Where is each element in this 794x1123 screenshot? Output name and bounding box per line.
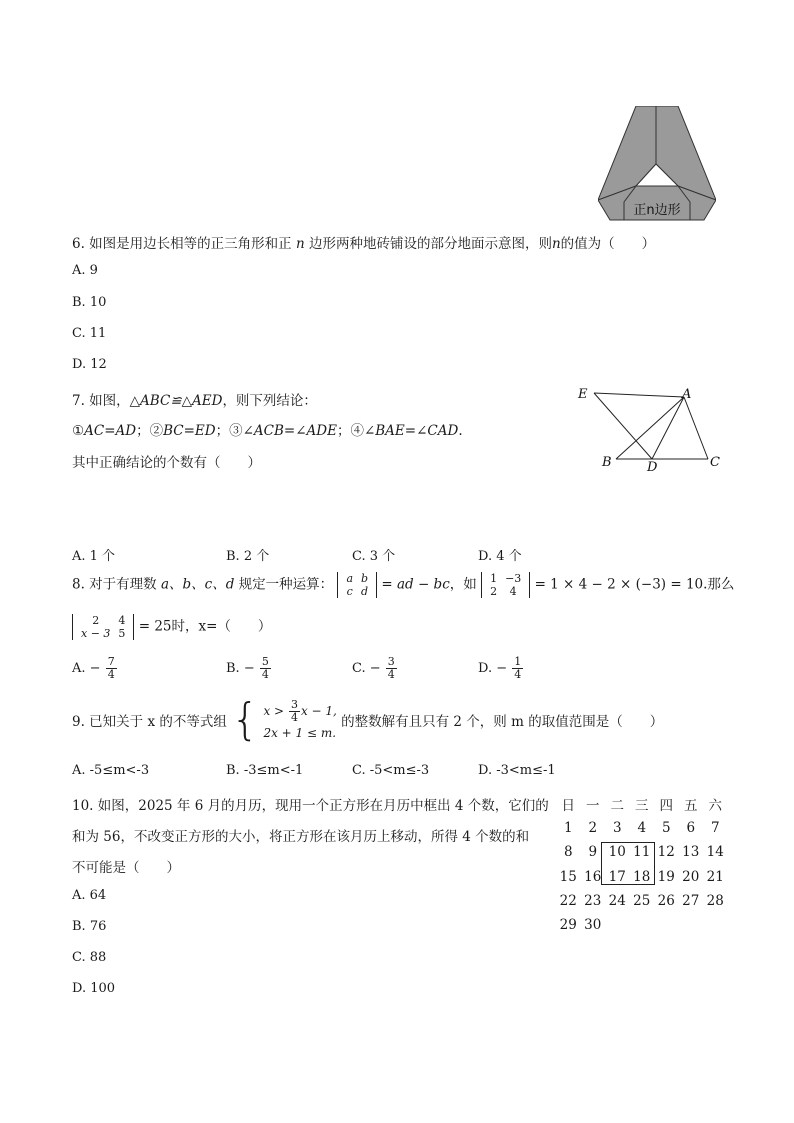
- q6-option-a[interactable]: A. 9: [72, 263, 98, 278]
- q9-option-a[interactable]: A. -5≤m<-3: [72, 763, 150, 778]
- calendar-day: 27: [682, 892, 700, 909]
- calendar-header: 五: [684, 798, 698, 815]
- calendar-header: 三: [635, 798, 649, 815]
- calendar-day: [679, 913, 704, 937]
- q6-option-d[interactable]: D. 12: [72, 357, 107, 372]
- calendar-header: 四: [659, 798, 673, 815]
- calendar-day: [703, 913, 728, 937]
- calendar-day: 22: [559, 892, 577, 909]
- calendar-header: 二: [610, 798, 624, 815]
- calendar-day: 8: [563, 844, 573, 861]
- q8-definition-determinant: a b c d: [337, 572, 377, 598]
- q8-option-b[interactable]: B. − $\frac{5}{4}$: [226, 655, 269, 681]
- q9-option-d[interactable]: D. -3<m≤-1: [478, 763, 556, 778]
- q7-option-d[interactable]: D. 4 个: [478, 549, 522, 564]
- q10-line3: 不可能是（ ）: [72, 860, 180, 876]
- calendar-day: 18: [633, 868, 651, 885]
- calendar-day: [654, 913, 679, 937]
- calendar-header: 六: [708, 798, 722, 815]
- calendar-day: 20: [682, 868, 700, 885]
- calendar-day: 3: [612, 820, 622, 837]
- q10-line1: 10. 如图，2025 年 6 月的月历，现用一个正方形在月历中框出 4 个数，它们的: [72, 798, 549, 814]
- q8-line2: 2 4 x − 3 5 = 25时，x=（ ）: [72, 614, 271, 640]
- q8-line1: 8. 对于有理数 a、b、c、d 规定一种运算： a b c d = ad − bc，如 1 −3 2 4 = 1 × 4 − 2 × (−3) = 10.那么: [72, 572, 735, 598]
- q9-inequality-system: x > $\frac{3}{4}$ x − 1, 2x + 1 ≤ m.: [263, 697, 337, 740]
- q8-option-d[interactable]: D. − $\frac{1}{4}$: [478, 655, 522, 681]
- calendar-day: 1: [563, 820, 573, 837]
- calendar-week-row: [556, 913, 728, 937]
- q6-figure-tiling: [598, 106, 716, 222]
- calendar-day: 21: [706, 868, 724, 885]
- calendar-day: 9: [588, 844, 598, 861]
- calendar-day: [630, 913, 655, 937]
- q9-option-c[interactable]: C. -5<m≤-3: [352, 763, 430, 778]
- q7-point-c: C: [710, 455, 720, 470]
- calendar-header: 日: [561, 798, 575, 815]
- q7-point-b: B: [602, 455, 612, 470]
- calendar-day: [605, 913, 630, 937]
- q6-stem: 6. 如图是用边长相等的正三角形和正 n 边形两种地砖铺设的部分地面示意图，则n的值为（ ）: [72, 236, 656, 252]
- q9-option-b[interactable]: B. -3≤m<-1: [226, 763, 304, 778]
- calendar-day: 30: [584, 917, 602, 934]
- calendar-day: 15: [559, 868, 577, 885]
- calendar-day: 16: [584, 868, 602, 885]
- q8-example-determinant: 1 −3 2 4: [481, 572, 530, 598]
- calendar-day: 7: [710, 820, 720, 837]
- calendar-day: 4: [637, 820, 647, 837]
- q7-line3: 其中正确结论的个数有（ ）: [72, 455, 261, 471]
- q6-option-c[interactable]: C. 11: [72, 326, 107, 341]
- q8-option-a[interactable]: A. − $\frac{7}{4}$: [72, 655, 115, 681]
- q10-line2: 和为 56，不改变正方形的大小，将正方形在该月历上移动，所得 4 个数的和: [72, 829, 530, 845]
- calendar-day: 23: [584, 892, 602, 909]
- q6-figure-label: 正n边形: [633, 203, 681, 218]
- calendar-day: 2: [588, 820, 598, 837]
- q7-point-a: A: [682, 387, 692, 402]
- calendar-day: 17: [608, 868, 626, 885]
- calendar-header-row: [556, 792, 728, 816]
- calendar-day: 29: [559, 917, 577, 934]
- q10-option-a[interactable]: A. 64: [72, 888, 107, 903]
- calendar-day: 5: [661, 820, 671, 837]
- calendar-selection-square: [601, 842, 655, 885]
- calendar-day: 12: [657, 844, 675, 861]
- calendar-day: 19: [657, 868, 675, 885]
- calendar-day: 25: [633, 892, 651, 909]
- q10-option-d[interactable]: D. 100: [72, 981, 116, 996]
- q6-option-b[interactable]: B. 10: [72, 295, 107, 310]
- calendar-day: 6: [686, 820, 696, 837]
- q7-line2: ①AC=AD；②BC=ED；③∠ACB=∠ADE；④∠BAE=∠CAD.: [72, 423, 463, 439]
- q7-option-b[interactable]: B. 2 个: [226, 549, 270, 564]
- q7-point-d: D: [647, 460, 658, 475]
- calendar-day: 10: [608, 844, 626, 861]
- q7-option-a[interactable]: A. 1 个: [72, 549, 116, 564]
- calendar-day: 24: [608, 892, 626, 909]
- q10-option-c[interactable]: C. 88: [72, 950, 107, 965]
- q7-option-c[interactable]: C. 3 个: [352, 549, 396, 564]
- q10-option-b[interactable]: B. 76: [72, 919, 107, 934]
- calendar-week-row: [556, 889, 728, 913]
- calendar-day: 14: [706, 844, 724, 861]
- q9-stem: 9. 已知关于 x 的不等式组 { x > $\frac{3}{4}$ x − 1, 2x + 1 ≤ m. 的整数解有且只有 2 个，则 m 的取值范围是（ ）: [72, 694, 664, 745]
- calendar-header: 一: [586, 798, 600, 815]
- calendar-day: 11: [633, 844, 651, 861]
- q7-point-e: E: [578, 387, 588, 402]
- q7-figure-triangles: [574, 383, 724, 475]
- calendar-day: 26: [657, 892, 675, 909]
- calendar-day: 28: [706, 892, 724, 909]
- calendar-week-row: [556, 816, 728, 840]
- q8-option-c[interactable]: C. − $\frac{3}{4}$: [352, 655, 395, 681]
- q7-line1: 7. 如图，△ABC≌△AED，则下列结论：: [72, 393, 317, 409]
- q9-brace: {: [231, 694, 260, 745]
- q8-condition-determinant: 2 4 x − 3 5: [72, 614, 134, 640]
- calendar-day: 13: [682, 844, 700, 861]
